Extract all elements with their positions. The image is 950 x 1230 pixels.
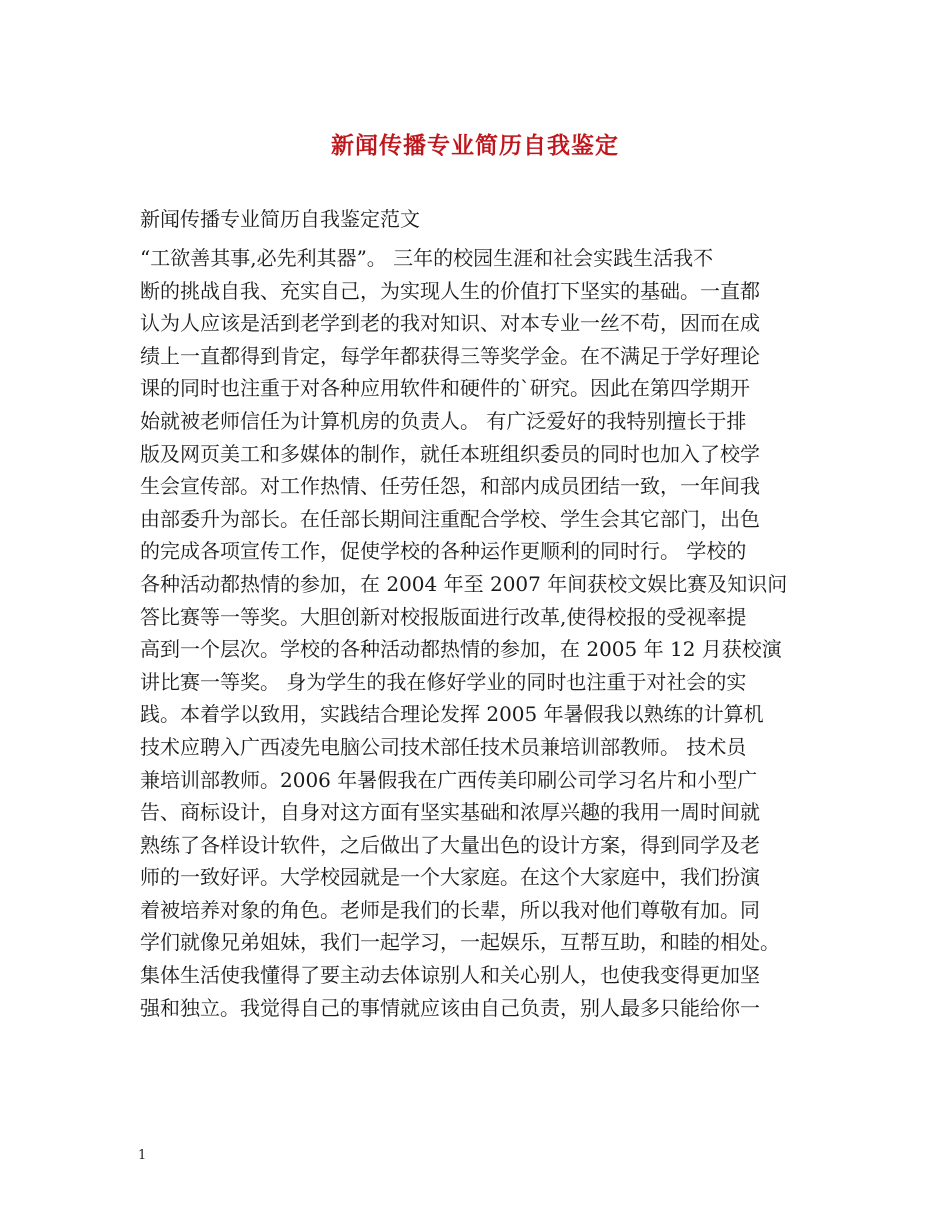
body-line: 的完成各项宣传工作，促使学校的各种运作更顺利的同时行。 学校的 xyxy=(140,539,747,564)
body-line: 高到一个层次。学校的各种活动都热情的参加，在 2005 年 12 月获校演 xyxy=(140,637,782,662)
body-line: 由部委升为部长。在任部长期间注重配合学校、学生会其它部门，出色 xyxy=(140,506,760,531)
page-number: 1 xyxy=(138,1148,147,1163)
body-line: 各种活动都热情的参加，在 2004 年至 2007 年间获校文娱比赛及知识问 xyxy=(140,571,788,596)
body-line: 集体生活使我懂得了要主动去体谅别人和关心别人，也使我变得更加坚 xyxy=(140,963,760,988)
body-line: 认为人应该是活到老学到老的我对知识、对本专业一丝不苟，因而在成 xyxy=(140,311,760,336)
body-line: 兼培训部教师。2006 年暑假我在广西传美印刷公司学习名片和小型广 xyxy=(140,767,758,792)
body-line: 践。本着学以致用，实践结合理论发挥 2005 年暑假我以熟练的计算机 xyxy=(140,702,764,727)
body-line: 答比赛等一等奖。大胆创新对校报版面进行改革,使得校报的受视率提 xyxy=(140,604,747,629)
document-title: 新闻传播专业简历自我鉴定 xyxy=(331,132,619,159)
body-line: 绩上一直都得到肯定，每学年都获得三等奖学金。在不满足于学好理论 xyxy=(140,343,760,368)
body-line: 熟练了各样设计软件，之后做出了大量出色的设计方案，得到同学及老 xyxy=(140,832,760,857)
body-line: 版及网页美工和多媒体的制作，就任本班组织委员的同时也加入了校学 xyxy=(140,441,760,466)
body-line: 强和独立。我觉得自己的事情就应该由自己负责，别人最多只能给你一 xyxy=(140,995,760,1020)
body-line: 断的挑战自我、充实自己，为实现人生的价值打下坚实的基础。一直都 xyxy=(140,278,760,303)
body-line: 师的一致好评。大学校园就是一个大家庭。在这个大家庭中，我们扮演 xyxy=(140,865,760,890)
document-subtitle: 新闻传播专业简历自我鉴定范文 xyxy=(140,207,420,231)
body-line: 技术应聘入广西凌先电脑公司技术部任技术员兼培训部教师。 技术员 xyxy=(140,734,747,759)
body-line: 始就被老师信任为计算机房的负责人。 有广泛爱好的我特别擅长于排 xyxy=(140,408,747,433)
body-line: 生会宣传部。对工作热情、任劳任怨，和部内成员团结一致，一年间我 xyxy=(140,474,760,499)
body-line: 着被培养对象的角色。老师是我们的长辈，所以我对他们尊敬有加。同 xyxy=(140,897,760,922)
body-line: “工欲善其事,必先利其器”。 三年的校园生涯和社会实践生活我不 xyxy=(140,246,714,270)
body-line: 告、商标设计，自身对这方面有坚实基础和浓厚兴趣的我用一周时间就 xyxy=(140,800,760,825)
body-line: 学们就像兄弟姐妹，我们一起学习，一起娱乐，互帮互助，和睦的相处。 xyxy=(140,930,780,955)
body-paragraph xyxy=(140,242,840,1024)
body-line: 课的同时也注重于对各种应用软件和硬件的`研究。因此在第四学期开 xyxy=(140,376,750,401)
body-line: 讲比赛一等奖。 身为学生的我在修好学业的同时也注重于对社会的实 xyxy=(140,669,747,694)
